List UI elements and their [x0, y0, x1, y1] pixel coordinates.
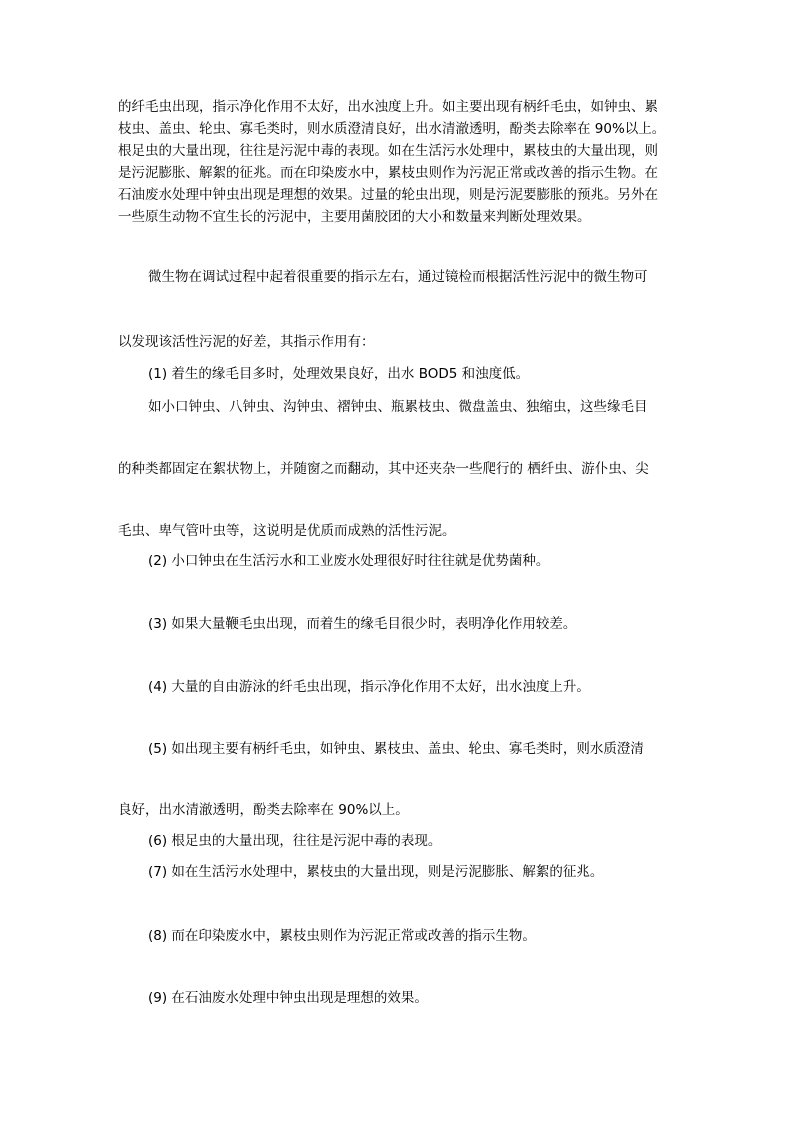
list-item-detail: 如小口钟虫、八钟虫、沟钟虫、褶钟虫、瓶累枝虫、微盘盖虫、独缩虫，这些缘毛目	[148, 399, 648, 415]
list-item: (8) 而在印染废水中，累枝虫则作为污泥正常或改善的指示生物。	[148, 928, 536, 944]
paragraph-line: 一些原生动物不宜生长的污泥中，主要用菌胶团的大小和数量来判断处理效果。	[118, 209, 591, 225]
list-item-detail: 的种类都固定在絮状物上，并随窗之而翻动，其中还夹杂一些爬行的 栖纤虫、游仆虫、尖	[118, 461, 649, 477]
list-item: (3) 如果大量鞭毛虫出现，而着生的缘毛目很少时，表明净化作用较差。	[148, 616, 577, 632]
list-item: (1) 着生的缘毛目多时，处理效果良好，出水 BOD5 和浊度低。	[148, 366, 530, 382]
intro-line: 微生物在调试过程中起着很重要的指示左右，通过镜检而根据活性污泥中的微生物可	[148, 269, 648, 285]
paragraph-line: 的纤毛虫出现，指示净化作用不太好，出水浊度上升。如主要出现有柄纤毛虫，如钟虫、累	[118, 99, 658, 115]
list-item: (5) 如出现主要有柄纤毛虫，如钟虫、累枝虫、盖虫、轮虫、寡毛类时，则水质澄清	[148, 741, 644, 757]
list-item: (2) 小口钟虫在生活污水和工业废水处理很好时往往就是优势菌种。	[148, 553, 550, 569]
list-item: (9) 在石油废水处理中钟虫出现是理想的效果。	[148, 990, 428, 1006]
intro-line: 以发现该活性污泥的好差，其指示作用有：	[118, 334, 375, 350]
list-item: (6) 根足虫的大量出现，往往是污泥中毒的表现。	[148, 833, 442, 849]
paragraph-line: 是污泥膨胀、解絮的征兆。而在印染废水中，累枝虫则作为污泥正常或改善的指示生物。在	[118, 165, 658, 181]
list-item: (7) 如在生活污水处理中，累枝虫的大量出现，则是污泥膨胀、解絮的征兆。	[148, 864, 604, 880]
list-item-detail: 毛虫、卑气管叶虫等，这说明是优质而成熟的活性污泥。	[118, 523, 456, 539]
list-item: (4) 大量的自由游泳的纤毛虫出现，指示净化作用不太好，出水浊度上升。	[148, 679, 590, 695]
paragraph-line: 枝虫、盖虫、轮虫、寡毛类时，则水质澄清良好，出水清澈透明，酚类去除率在 90%以上。	[118, 121, 666, 137]
paragraph-line: 根足虫的大量出现，往往是污泥中毒的表现。如在生活污水处理中，累枝虫的大量出现，则	[118, 143, 658, 159]
list-item: 良好，出水清澈透明，酚类去除率在 90%以上。	[118, 802, 409, 818]
paragraph-line: 石油废水处理中钟虫出现是理想的效果。过量的轮虫出现，则是污泥要膨胀的预兆。另外在	[118, 187, 658, 203]
